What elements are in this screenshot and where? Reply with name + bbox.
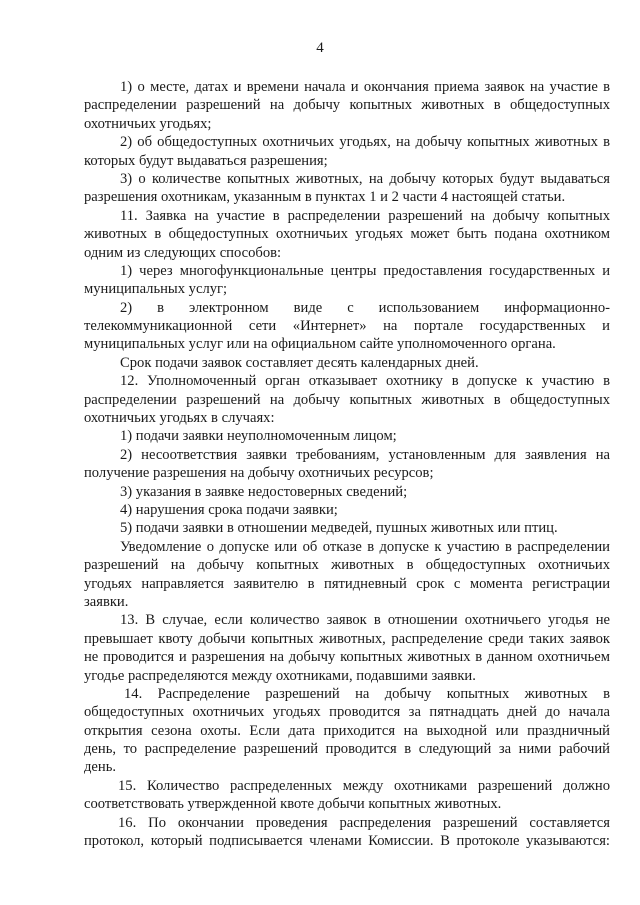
text-line: разрешений на добычу копытных животных в общедоступных охотничьих bbox=[84, 557, 610, 574]
text-line: 1) через многофункциональные центры предоставления государственных и bbox=[120, 262, 610, 279]
text-line: 3) о количестве копытных животных, на добычу которых будут выдаваться bbox=[120, 170, 610, 187]
text-line: 13. В случае, если количество заявок в отношении охотничьего угодья не bbox=[120, 612, 610, 629]
text-line: охотничьих угодьях; bbox=[84, 115, 212, 132]
text-line: день. bbox=[84, 759, 117, 776]
text-line: 11. Заявка на участие в распределении разрешений на добычу копытных bbox=[120, 207, 610, 224]
text-line: общедоступных охотничьих угодьях проводится за пятнадцать дней до начала bbox=[84, 704, 610, 721]
text-line: распределении разрешений на добычу копытных животных в общедоступных bbox=[84, 97, 610, 114]
text-line: не проводится и разрешения на добычу копытных животных в данном охотничьем bbox=[84, 649, 610, 666]
text-line: 1) подачи заявки неуполномоченным лицом; bbox=[120, 428, 397, 445]
text-line: 16. По окончании проведения распределения разрешений составляется bbox=[118, 814, 610, 831]
text-line: соответствовать утвержденной квоте добычи копытных животных. bbox=[84, 796, 502, 813]
text-line: 4) нарушения срока подачи заявки; bbox=[120, 501, 338, 518]
page-number: 4 bbox=[316, 40, 324, 56]
text-line: разрешения охотникам, указанным в пунктах 1 и 2 части 4 настоящей статьи. bbox=[84, 189, 566, 206]
text-line: 12. Уполномоченный орган отказывает охотнику в допуске к участию в bbox=[120, 373, 610, 390]
text-line: муниципальных услуг или на официальном сайте уполномоченного органа. bbox=[84, 336, 556, 353]
text-line: которых будут выдаваться разрешения; bbox=[84, 152, 328, 169]
text-line: 5) подачи заявки в отношении медведей, пушных животных или птиц. bbox=[120, 520, 558, 537]
text-line: протокол, который подписывается членами Комиссии. В протоколе указываются: bbox=[84, 833, 610, 850]
document-body bbox=[84, 78, 610, 850]
text-line: 2) несоответствия заявки требованиям, установленным для заявления на bbox=[120, 446, 610, 463]
text-line: 2) в электронном виде с использованием информационно- bbox=[120, 299, 610, 316]
text-line: 14. Распределение разрешений на добычу копытных животных в bbox=[124, 685, 610, 702]
text-line: день, то распределение разрешений проводится в следующий за ними рабочий bbox=[84, 741, 610, 758]
text-line: заявки. bbox=[84, 593, 129, 610]
text-line: животных в общедоступных охотничьих угодьях может быть подана охотником bbox=[84, 226, 610, 243]
text-line: 2) об общедоступных охотничьих угодьях, на добычу копытных животных в bbox=[120, 134, 610, 151]
text-line: угодьях направляется заявителю в пятидневный срок с момента регистрации bbox=[84, 575, 610, 592]
text-line: получение разрешения на добычу охотничьих ресурсов; bbox=[84, 465, 434, 482]
text-line: 15. Количество распределенных между охотниками разрешений должно bbox=[118, 777, 610, 794]
text-line: телекоммуникационной сети «Интернет» на портале государственных и bbox=[84, 318, 610, 335]
text-line: Уведомление о допуске или об отказе в допуске к участию в распределении bbox=[120, 538, 610, 555]
text-line: 3) указания в заявке недостоверных сведений; bbox=[120, 483, 408, 500]
text-line: охотничьих угодьях в случаях: bbox=[84, 410, 275, 427]
text-line: одним из следующих способов: bbox=[84, 244, 282, 261]
text-line: Срок подачи заявок составляет десять календарных дней. bbox=[120, 354, 479, 371]
text-line: муниципальных услуг; bbox=[84, 281, 228, 298]
text-line: угодье распределяются между охотниками, подавшими заявки. bbox=[84, 667, 476, 684]
text-line: распределении разрешений на добычу копытных животных в общедоступных bbox=[84, 391, 610, 408]
text-line: 1) о месте, датах и времени начала и окончания приема заявок на участие в bbox=[120, 79, 610, 95]
text-line: открытия сезона охоты. Если дата приходится на выходной или праздничный bbox=[84, 722, 610, 739]
text-line: превышает квоту добычи копытных животных, распределение среди таких заявок bbox=[84, 630, 610, 647]
